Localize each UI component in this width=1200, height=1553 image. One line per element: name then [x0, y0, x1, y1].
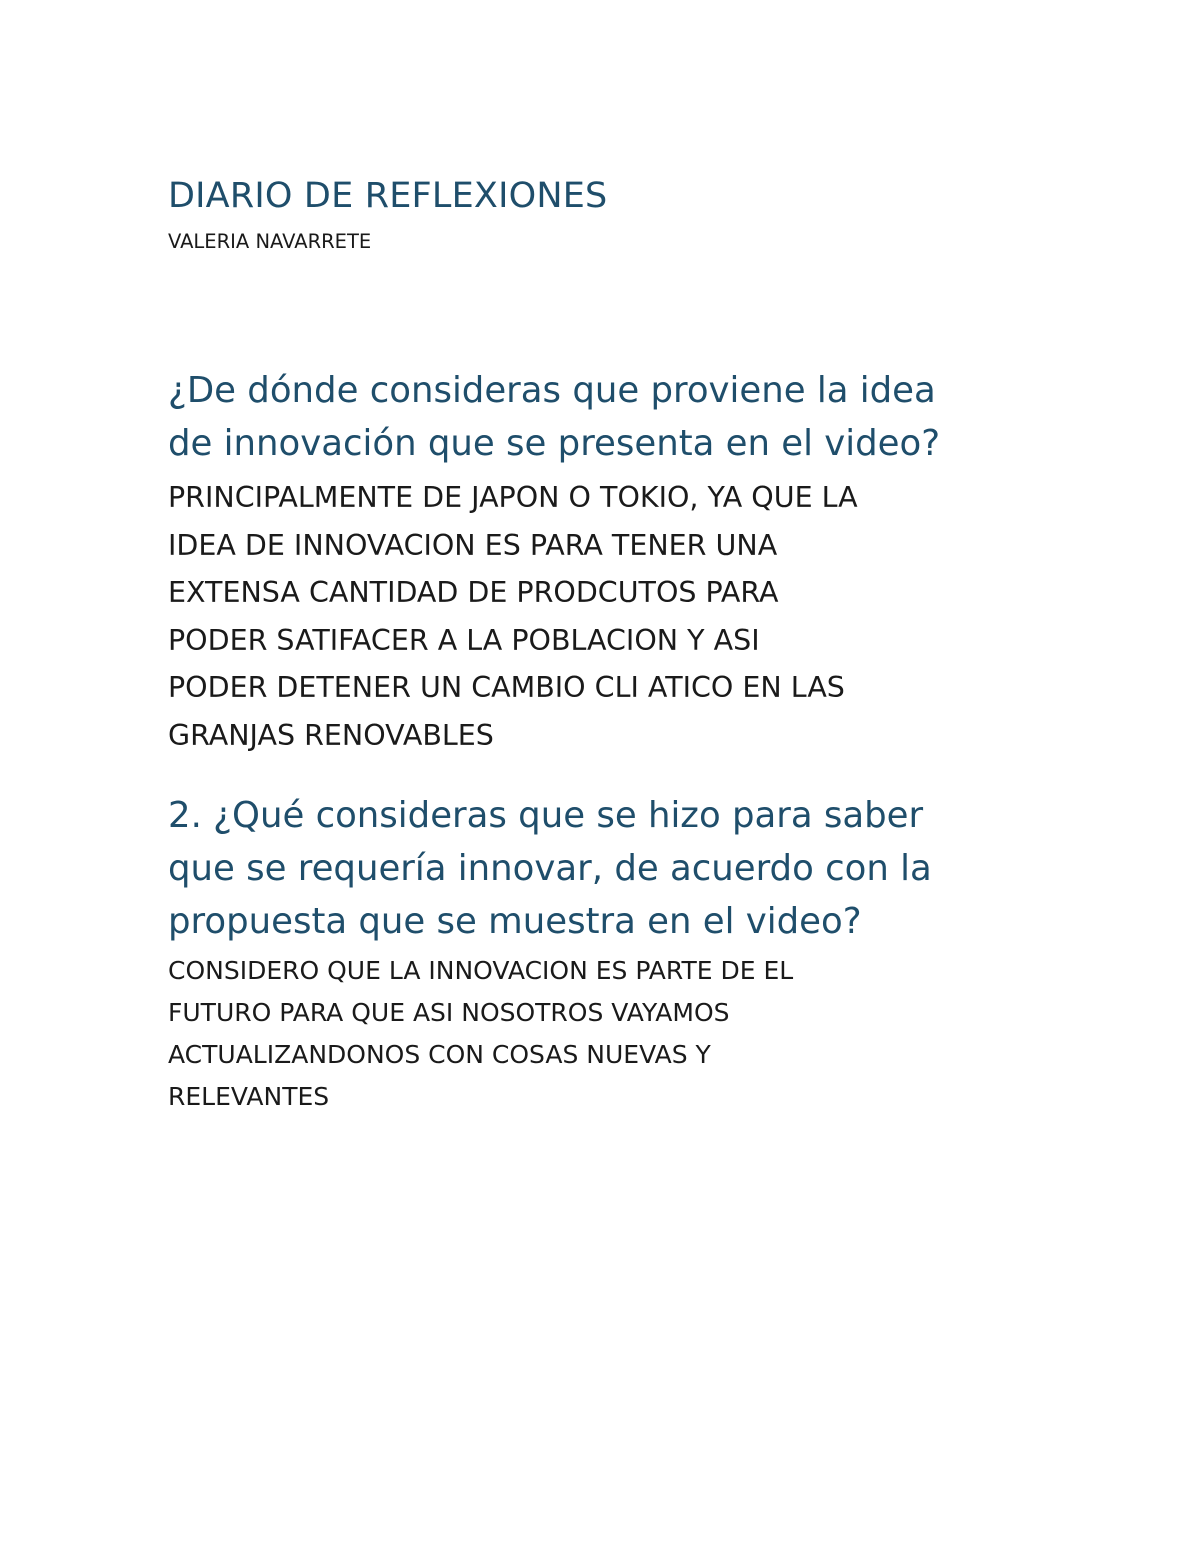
answer-1-line: GRANJAS RENOVABLES — [168, 718, 494, 752]
answer-1-line: PODER DETENER UN CAMBIO CLI ATICO EN LAS — [168, 671, 845, 704]
reflection-section-1 — [168, 364, 1048, 759]
document-content — [168, 170, 1048, 1118]
question-2-line: propuesta que se muestra en el video? — [168, 901, 862, 942]
reflection-section-2 — [168, 789, 1048, 1118]
answer-2-line: ACTUALIZANDONOS CON COSAS NUEVAS Y — [168, 1040, 711, 1069]
document-author: VALERIA NAVARRETE — [168, 230, 372, 253]
answer-1-line: PRINCIPALMENTE DE JAPON O TOKIO, YA QUE LA — [168, 481, 858, 514]
document-title: DIARIO DE REFLEXIONES — [168, 176, 608, 216]
answer-2-line: CONSIDERO QUE LA INNOVACION ES PARTE DE EL — [168, 956, 794, 985]
answer-1 — [168, 474, 1048, 759]
answer-1-line: IDEA DE INNOVACION ES PARA TENER UNA — [168, 528, 778, 562]
question-1-line: ¿De dónde consideras que proviene la idea — [168, 370, 936, 411]
answer-1-line: PODER SATIFACER A LA POBLACION Y ASI — [168, 623, 760, 657]
question-1 — [168, 364, 1048, 470]
question-2-line: 2. ¿Qué consideras que se hizo para saber — [168, 795, 924, 836]
question-2-line: que se requería innovar, de acuerdo con la — [168, 848, 932, 889]
answer-1-line: EXTENSA CANTIDAD DE PRODCUTOS PARA — [168, 576, 779, 609]
answer-2-line: RELEVANTES — [168, 1082, 330, 1111]
answer-2 — [168, 950, 1048, 1118]
question-1-line: de innovación que se presenta en el video? — [168, 423, 941, 464]
question-2 — [168, 789, 1048, 948]
answer-2-line: FUTURO PARA QUE ASI NOSOTROS VAYAMOS — [168, 998, 730, 1027]
